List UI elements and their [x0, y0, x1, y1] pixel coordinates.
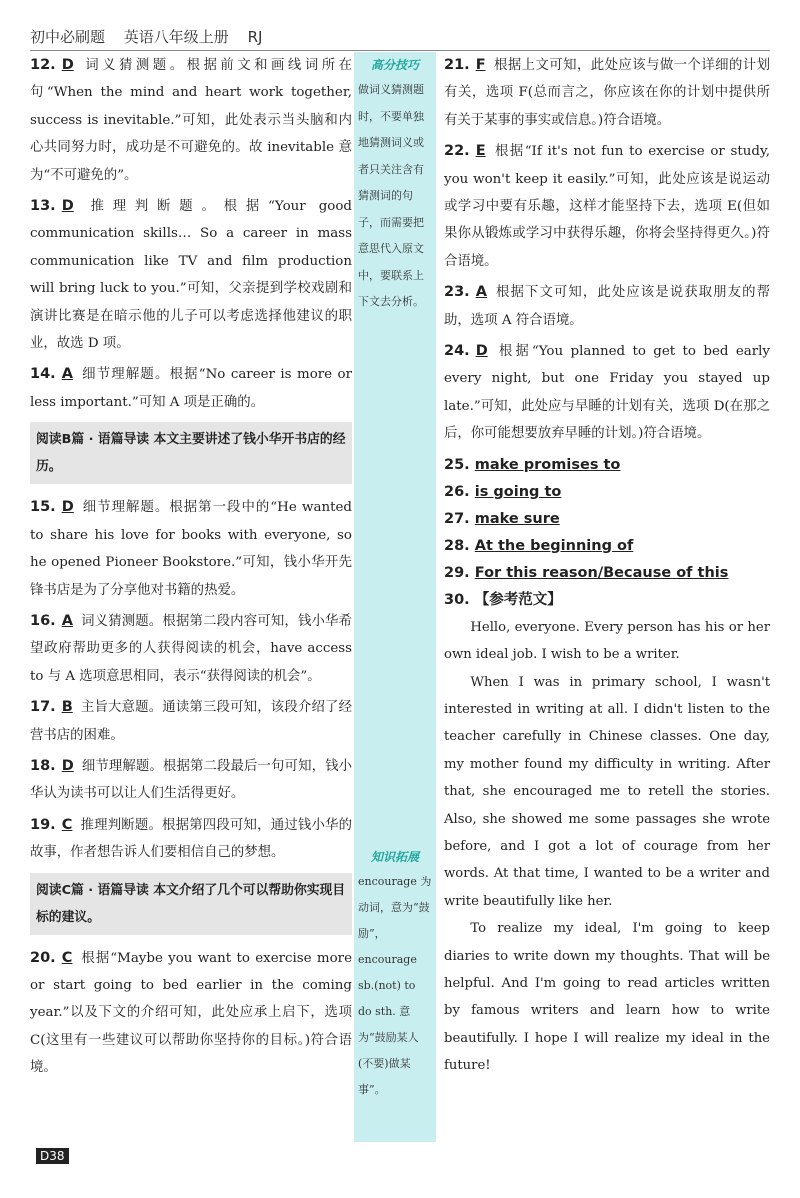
right-column [444, 52, 770, 1080]
answer-13: 13. D 推理判断题。根据“Your good communication skills… So a career in mass communication like TV and film production will bring luck to you.”可知，父亲提到学校戏剧和演讲比赛是在暗示他的儿子可以考虑选择他建议的职业，故选 D 项。 [30, 198, 352, 352]
essay-paragraph: When I was in primary school, I wasn't interested in writing at all. I didn't listen to the teacher carefully in Chinese classes. One day, my mother found my difficulty in writing. After that, she encouraged me to retell the stories. Also, she showed me some passages she wrote before, and I got a lot of courage from her words. At that time, I wanted to be a writer and write beautifully like her. [444, 674, 770, 909]
sidebar-notes [354, 52, 436, 1142]
subject-title: 英语八年级上册 [123, 28, 229, 46]
page-number: D38 [36, 1148, 69, 1164]
answer-23: 23. A 根据下文可知，此处应该是说获取朋友的帮助，选项 A 符合语境。 [444, 284, 770, 328]
answer-26: 26. is going to [444, 483, 562, 500]
answer-17: 17. B 主旨大意题。通读第三段可知，该段介绍了经营书店的困难。 [30, 699, 352, 743]
extension-box [354, 844, 436, 1103]
essay-paragraph: To realize my ideal, I'm going to keep diaries to write down my thoughts. That will be helpful. And I'm going to read articles written by famous writers and learn how to write beautifully. I hope I will realize my ideal in the future! [444, 921, 770, 1074]
answer-21: 21. F 根据上文可知，此处应该与做一个详细的计划有关，选项 F(总而言之，你应该在你的计划中提供所有关于某事的事实或信息。)符合语境。 [444, 57, 770, 128]
answer-22: 22. E 根据“If it's not fun to exercise or study, you won't keep it easily.”可知，此处应该是说运动或学习中要有乐趣，这样才能坚持下去，选项 E(但如果你从锻炼或学习中获得乐趣，你将会坚持得更久。)符合语境。 [444, 143, 770, 269]
answer-27: 27. make sure [444, 510, 560, 527]
answer-30: 30. 【参考范文】 [444, 591, 562, 608]
answer-19: 19. C 推理判断题。根据第四段可知，通过钱小华的故事，作者想告诉人们要相信自己的梦想。 [30, 816, 352, 861]
section-c-guide: 阅读C篇 · 语篇导读 本文介绍了几个可以帮助你实现目标的建议。 [30, 873, 352, 935]
tip-title: 高分技巧 [370, 58, 419, 72]
page-header [30, 26, 770, 51]
answer-12: 12. D 词义猜测题。根据前文和画线词所在句“When the mind and heart work together, success is inevitable.”可知，此处表示当头脑和内心共同努力时，成功是不可避免的。故 inevitable 意为“不可避免的”。 [30, 57, 352, 183]
answer-28: 28. At the beginning of [444, 537, 634, 554]
extension-text: encourage 为动词，意为“鼓励”，encourage sb.(not) to do sth. 意为“鼓励某人(不要)做某事”。 [358, 875, 432, 1096]
answer-18: 18. D 细节理解题。根据第二段最后一句可知，钱小华认为读书可以让人们生活得更好。 [30, 757, 352, 802]
answer-24: 24. D 根据“You planned to get to bed early every night, but one Friday you stayed up late.”可知，此处应与早睡的计划有关，选项 D(在那之后，你可能想要放弃早睡的计划。)符合语境。 [444, 343, 770, 442]
edition-label: RJ [247, 28, 263, 46]
answer-15: 15. D 细节理解题。根据第一段中的“He wanted to share his love for books with everyone, so he opened Pioneer Bookstore.”可知，钱小华开先锋书店是为了分享他对书籍的热爱。 [30, 499, 352, 598]
essay-paragraph: Hello, everyone. Every person has his or her own ideal job. I wish to be a writer. [444, 619, 770, 663]
answer-14: 14. A 细节理解题。根据“No career is more or less important.”可知 A 项是正确的。 [30, 366, 352, 410]
answer-16: 16. A 词义猜测题。根据第二段内容可知，钱小华希望政府帮助更多的人获得阅读的机会，have access to 与 A 选项意思相同，表示“获得阅读的机会”。 [30, 612, 352, 684]
section-b-guide: 阅读B篇 · 语篇导读 本文主要讲述了钱小华开书店的经历。 [30, 422, 352, 484]
answer-29: 29. For this reason/Because of this [444, 564, 729, 581]
model-essay [444, 614, 770, 1080]
tip-text: 做词义猜测题时，不要单独地猜测词义或者只关注含有猜测词的句子，而需要把意思代入原文中，要联系上下文去分析。 [358, 83, 424, 308]
series-title: 初中必刷题 [30, 28, 106, 46]
answer-20: 20. C 根据“Maybe you want to exercise more or start going to bed earlier in the coming year.”以及下文的介绍可知，此处应承上启下，选项 C(这里有一些建议可以帮助你坚持你的目标。)符合语境。 [30, 949, 352, 1076]
left-column [30, 52, 352, 1086]
extension-title: 知识拓展 [370, 850, 419, 864]
answer-25: 25. make promises to [444, 456, 621, 473]
